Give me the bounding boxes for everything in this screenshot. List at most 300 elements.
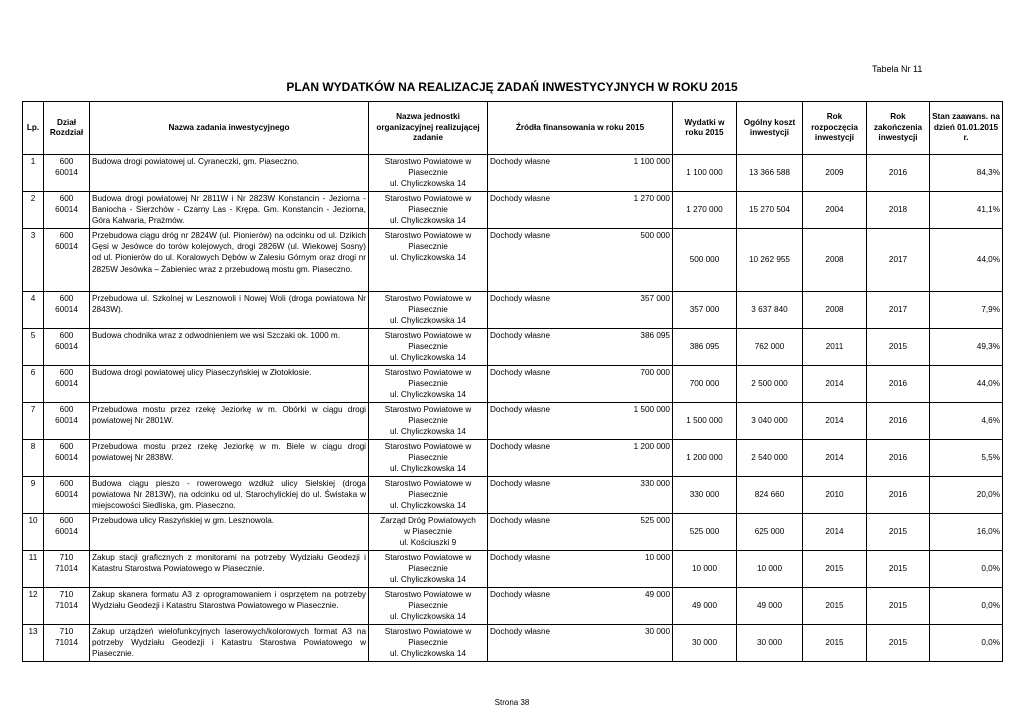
cell-rok-rozpoczecia bbox=[803, 477, 867, 514]
cell-rok-zakonczenia bbox=[867, 229, 930, 292]
unit-line: Piasecznie bbox=[408, 601, 448, 611]
lp-value: 4 bbox=[30, 294, 36, 303]
cell-dzial bbox=[44, 292, 90, 329]
unit-line: Starostwo Powiatowe w bbox=[384, 479, 472, 488]
cell-stan bbox=[930, 292, 1003, 329]
cell-koszt bbox=[737, 292, 803, 329]
lp-value: 1 bbox=[30, 157, 36, 166]
progress-value: 0,0% bbox=[981, 638, 1000, 648]
cell-zrodla bbox=[488, 588, 673, 625]
lp-value: 7 bbox=[30, 405, 36, 414]
cell-nazwa bbox=[90, 329, 369, 366]
progress-value: 44,0% bbox=[976, 255, 1000, 265]
cell-rok-zakonczenia bbox=[867, 329, 930, 366]
start-year-value: 2014 bbox=[825, 453, 844, 463]
rozdzial-value: 60014 bbox=[55, 205, 78, 215]
header-dzial: Dział Rozdział bbox=[44, 102, 90, 155]
funding-source: Dochody własne bbox=[490, 479, 551, 488]
cell-jednostka bbox=[369, 514, 488, 551]
cell-zrodla bbox=[488, 514, 673, 551]
cell-rok-rozpoczecia bbox=[803, 551, 867, 588]
cell-jednostka bbox=[369, 292, 488, 329]
cell-koszt bbox=[737, 625, 803, 662]
total-cost-value: 2 500 000 bbox=[751, 379, 788, 389]
cell-rok-rozpoczecia bbox=[803, 192, 867, 229]
dzial-value: 600 bbox=[59, 479, 74, 488]
lp-value: 11 bbox=[28, 553, 38, 562]
progress-value: 4,6% bbox=[981, 416, 1000, 426]
total-cost-value: 30 000 bbox=[756, 638, 783, 648]
cell-nazwa bbox=[90, 551, 369, 588]
unit-line: ul. Chyliczkowska 14 bbox=[390, 179, 466, 189]
cell-stan bbox=[930, 366, 1003, 403]
cell-rok-zakonczenia bbox=[867, 403, 930, 440]
task-name: Budowa drogi powiatowej ul. Cyraneczki, gm. Piaseczno. bbox=[92, 157, 300, 166]
cell-nazwa bbox=[90, 292, 369, 329]
cell-lp bbox=[23, 366, 44, 403]
funding-amount: 525 000 bbox=[640, 516, 670, 525]
header-rok-rozpoczecia: Rok rozpoczęcia inwestycji bbox=[803, 102, 867, 155]
total-cost-value: 13 366 588 bbox=[749, 168, 790, 178]
cell-koszt bbox=[737, 229, 803, 292]
progress-value: 5,5% bbox=[981, 453, 1000, 463]
start-year-value: 2010 bbox=[825, 490, 844, 500]
cell-zrodla bbox=[488, 440, 673, 477]
table-row bbox=[23, 366, 1003, 403]
dzial-value: 600 bbox=[59, 368, 74, 377]
unit-line: Starostwo Powiatowe w bbox=[384, 194, 472, 203]
total-cost-value: 2 540 000 bbox=[751, 453, 788, 463]
total-cost-value: 3 040 000 bbox=[751, 416, 788, 426]
end-year-value: 2015 bbox=[888, 601, 908, 611]
progress-value: 84,3% bbox=[976, 168, 1000, 178]
progress-value: 0,0% bbox=[981, 601, 1000, 611]
funding-amount: 700 000 bbox=[640, 368, 670, 377]
cell-dzial bbox=[44, 403, 90, 440]
funding-source: Dochody własne bbox=[490, 294, 551, 303]
cell-dzial bbox=[44, 551, 90, 588]
unit-line: Starostwo Powiatowe w bbox=[384, 627, 472, 636]
task-name: Zakup stacji graficznych z monitorami na potrzeby Wydziału Geodezji i Katastru Starostwa Powiatowego w Piasecznie. bbox=[92, 553, 366, 574]
cell-nazwa bbox=[90, 625, 369, 662]
progress-value: 0,0% bbox=[981, 564, 1000, 574]
rozdzial-value: 60014 bbox=[55, 168, 78, 178]
cell-dzial bbox=[44, 625, 90, 662]
cell-lp bbox=[23, 292, 44, 329]
unit-line: Piasecznie bbox=[408, 564, 448, 574]
table-row bbox=[23, 329, 1003, 366]
cell-nazwa bbox=[90, 229, 369, 292]
task-name: Zakup urządzeń wielofunkcyjnych laserowych/kolorowych format A3 na potrzeby Wydziału Geodezji i Katastru Starostwa Powiatowego w Piasecznie. bbox=[92, 627, 366, 659]
funding-source: Dochody własne bbox=[490, 516, 551, 525]
cell-koszt bbox=[737, 366, 803, 403]
cell-dzial bbox=[44, 329, 90, 366]
total-cost-value: 15 270 504 bbox=[749, 205, 790, 215]
funding-source: Dochody własne bbox=[490, 368, 551, 377]
cell-stan bbox=[930, 551, 1003, 588]
cell-lp bbox=[23, 155, 44, 192]
task-name: Budowa drogi powiatowej Nr 2811W i Nr 2823W Konstancin - Jeziorna - Baniocha - Sierzchów - Czarny Las - Krępa. Gm. Konstancin - Jeziorna, Góra Kalwaria, Prażmów. bbox=[92, 194, 366, 226]
cell-koszt bbox=[737, 440, 803, 477]
start-year-value: 2008 bbox=[825, 255, 844, 265]
end-year-value: 2016 bbox=[888, 168, 908, 178]
funding-source: Dochody własne bbox=[490, 627, 551, 636]
cell-wydatki bbox=[673, 625, 737, 662]
cell-rok-zakonczenia bbox=[867, 192, 930, 229]
lp-value: 13 bbox=[28, 627, 38, 636]
cell-jednostka bbox=[369, 366, 488, 403]
cell-zrodla bbox=[488, 155, 673, 192]
unit-line: ul. Chyliczkowska 14 bbox=[390, 464, 466, 474]
unit-line: ul. Chyliczkowska 14 bbox=[390, 575, 466, 585]
page-number: Strona 38 bbox=[494, 698, 530, 707]
dzial-value: 710 bbox=[59, 553, 74, 562]
cell-nazwa bbox=[90, 477, 369, 514]
cell-jednostka bbox=[369, 625, 488, 662]
rozdzial-value: 60014 bbox=[55, 416, 78, 426]
cell-stan bbox=[930, 329, 1003, 366]
dzial-value: 710 bbox=[59, 627, 74, 636]
cell-rok-rozpoczecia bbox=[803, 625, 867, 662]
expenditure-value: 1 100 000 bbox=[686, 168, 723, 178]
dzial-value: 600 bbox=[59, 516, 74, 525]
end-year-value: 2016 bbox=[888, 453, 908, 463]
cell-rok-rozpoczecia bbox=[803, 514, 867, 551]
cell-nazwa bbox=[90, 588, 369, 625]
cell-rok-zakonczenia bbox=[867, 292, 930, 329]
lp-value: 5 bbox=[30, 331, 36, 340]
cell-koszt bbox=[737, 588, 803, 625]
funding-amount: 330 000 bbox=[640, 479, 670, 488]
unit-line: ul. Chyliczkowska 14 bbox=[390, 316, 466, 326]
end-year-value: 2017 bbox=[888, 305, 908, 315]
unit-line: Starostwo Powiatowe w bbox=[384, 157, 472, 166]
cell-jednostka bbox=[369, 192, 488, 229]
header-zrodla: Źródła finansowania w roku 2015 bbox=[488, 102, 673, 155]
expenditure-value: 1 270 000 bbox=[686, 205, 723, 215]
cell-nazwa bbox=[90, 366, 369, 403]
cell-koszt bbox=[737, 403, 803, 440]
funding-source: Dochody własne bbox=[490, 194, 551, 203]
cell-zrodla bbox=[488, 551, 673, 588]
total-cost-value: 49 000 bbox=[756, 601, 783, 611]
cell-stan bbox=[930, 440, 1003, 477]
unit-line: Zarząd Dróg Powiatowych bbox=[380, 516, 476, 525]
cell-wydatki bbox=[673, 229, 737, 292]
unit-line: w Piasecznie bbox=[404, 527, 452, 537]
unit-line: Piasecznie bbox=[408, 305, 448, 315]
expenditure-value: 10 000 bbox=[691, 564, 718, 574]
end-year-value: 2018 bbox=[888, 205, 908, 215]
table-row bbox=[23, 155, 1003, 192]
funding-amount: 1 500 000 bbox=[633, 405, 670, 414]
table-row bbox=[23, 477, 1003, 514]
cell-lp bbox=[23, 514, 44, 551]
cell-rok-rozpoczecia bbox=[803, 155, 867, 192]
start-year-value: 2009 bbox=[825, 168, 844, 178]
unit-line: Piasecznie bbox=[408, 205, 448, 215]
end-year-value: 2016 bbox=[888, 379, 908, 389]
cell-rok-zakonczenia bbox=[867, 155, 930, 192]
cell-lp bbox=[23, 329, 44, 366]
rozdzial-value: 60014 bbox=[55, 453, 78, 463]
lp-value: 2 bbox=[30, 194, 36, 203]
cell-wydatki bbox=[673, 155, 737, 192]
start-year-value: 2004 bbox=[825, 205, 844, 215]
cell-zrodla bbox=[488, 625, 673, 662]
end-year-value: 2017 bbox=[888, 255, 908, 265]
cell-jednostka bbox=[369, 588, 488, 625]
unit-line: Piasecznie bbox=[408, 242, 448, 252]
start-year-value: 2015 bbox=[825, 638, 844, 648]
cell-wydatki bbox=[673, 329, 737, 366]
unit-line: Starostwo Powiatowe w bbox=[384, 442, 472, 451]
cell-rok-rozpoczecia bbox=[803, 588, 867, 625]
end-year-value: 2016 bbox=[888, 490, 908, 500]
cell-lp bbox=[23, 229, 44, 292]
cell-koszt bbox=[737, 192, 803, 229]
funding-source: Dochody własne bbox=[490, 553, 551, 562]
dzial-value: 600 bbox=[59, 294, 74, 303]
funding-amount: 1 200 000 bbox=[633, 442, 670, 451]
table-row bbox=[23, 440, 1003, 477]
unit-line: ul. Chyliczkowska 14 bbox=[390, 253, 466, 263]
header-wydatki: Wydatki w roku 2015 bbox=[673, 102, 737, 155]
dzial-value: 600 bbox=[59, 405, 74, 414]
unit-line: Piasecznie bbox=[408, 379, 448, 389]
task-name: Przebudowa ciągu dróg nr 2824W (ul. Pionierów) na odcinku od ul. Dzikich Gęsi w Jesówce do torów kolejowych, drogi 2826W (ul. Wiekowej Sosny) od ul. Pionierów do ul. Koralowych Dębów w Zalesiu Górnym oraz drogi nr 2825W Jesówka – Żabieniec wraz z przebudową mostu gm. Piaseczno. bbox=[92, 231, 366, 274]
unit-line: ul. Chyliczkowska 14 bbox=[390, 390, 466, 400]
unit-line: ul. Chyliczkowska 14 bbox=[390, 216, 466, 226]
funding-amount: 1 270 000 bbox=[633, 194, 670, 203]
cell-koszt bbox=[737, 477, 803, 514]
rozdzial-value: 71014 bbox=[55, 564, 78, 574]
unit-line: Piasecznie bbox=[408, 638, 448, 648]
cell-rok-rozpoczecia bbox=[803, 292, 867, 329]
rozdzial-value: 60014 bbox=[55, 490, 78, 500]
unit-line: Starostwo Powiatowe w bbox=[384, 368, 472, 377]
total-cost-value: 762 000 bbox=[754, 342, 785, 352]
cell-wydatki bbox=[673, 366, 737, 403]
lp-value: 3 bbox=[30, 231, 36, 240]
unit-line: Starostwo Powiatowe w bbox=[384, 590, 472, 599]
table-row bbox=[23, 551, 1003, 588]
task-name: Przebudowa ul. Szkolnej w Lesznowoli i Nowej Woli (droga powiatowa Nr 2843W). bbox=[92, 294, 366, 315]
cell-jednostka bbox=[369, 155, 488, 192]
cell-lp bbox=[23, 440, 44, 477]
cell-dzial bbox=[44, 229, 90, 292]
progress-value: 49,3% bbox=[976, 342, 1000, 352]
funding-amount: 500 000 bbox=[640, 231, 670, 240]
unit-line: Starostwo Powiatowe w bbox=[384, 231, 472, 240]
funding-amount: 357 000 bbox=[640, 294, 670, 303]
start-year-value: 2014 bbox=[825, 416, 844, 426]
total-cost-value: 824 660 bbox=[754, 490, 785, 500]
cell-jednostka bbox=[369, 551, 488, 588]
cell-stan bbox=[930, 625, 1003, 662]
cell-lp bbox=[23, 477, 44, 514]
rozdzial-value: 71014 bbox=[55, 638, 78, 648]
cell-wydatki bbox=[673, 192, 737, 229]
start-year-value: 2015 bbox=[825, 564, 844, 574]
cell-dzial bbox=[44, 440, 90, 477]
cell-stan bbox=[930, 192, 1003, 229]
dzial-value: 600 bbox=[59, 231, 74, 240]
dzial-value: 600 bbox=[59, 331, 74, 340]
cell-wydatki bbox=[673, 440, 737, 477]
funding-source: Dochody własne bbox=[490, 331, 551, 340]
cell-wydatki bbox=[673, 514, 737, 551]
cell-stan bbox=[930, 477, 1003, 514]
header-nazwa: Nazwa zadania inwestycyjnego bbox=[90, 102, 369, 155]
cell-koszt bbox=[737, 551, 803, 588]
cell-stan bbox=[930, 229, 1003, 292]
expenditure-value: 30 000 bbox=[691, 638, 718, 648]
task-name: Budowa drogi powiatowej ulicy Piaseczyńskiej w Złotokłosie. bbox=[92, 368, 312, 377]
cell-rok-zakonczenia bbox=[867, 477, 930, 514]
unit-line: Piasecznie bbox=[408, 416, 448, 426]
cell-wydatki bbox=[673, 588, 737, 625]
unit-line: Starostwo Powiatowe w bbox=[384, 553, 472, 562]
expenditure-value: 330 000 bbox=[689, 490, 720, 500]
table-row bbox=[23, 625, 1003, 662]
page-title: PLAN WYDATKÓW NA REALIZACJĘ ZADAŃ INWESTYCYJNYCH W ROKU 2015 bbox=[286, 80, 738, 94]
cell-nazwa bbox=[90, 403, 369, 440]
end-year-value: 2015 bbox=[888, 527, 908, 537]
task-name: Budowa ciągu pieszo - rowerowego wzdłuż ulicy Sielskiej (droga powiatowa Nr 2813W), na odcinku od ul. Starochylickiej do ul. Świstaka w miejscowości Siedliska, gm. Piaseczno. bbox=[92, 479, 366, 511]
cell-jednostka bbox=[369, 440, 488, 477]
cell-zrodla bbox=[488, 192, 673, 229]
cell-jednostka bbox=[369, 403, 488, 440]
rozdzial-value: 60014 bbox=[55, 305, 78, 315]
cell-stan bbox=[930, 155, 1003, 192]
cell-zrodla bbox=[488, 403, 673, 440]
cell-dzial bbox=[44, 155, 90, 192]
table-number: Tabela Nr 11 bbox=[872, 64, 923, 74]
lp-value: 10 bbox=[28, 516, 38, 525]
cell-stan bbox=[930, 588, 1003, 625]
cell-zrodla bbox=[488, 366, 673, 403]
funding-amount: 30 000 bbox=[644, 627, 670, 636]
cell-nazwa bbox=[90, 440, 369, 477]
rozdzial-value: 60014 bbox=[55, 527, 78, 537]
unit-line: Piasecznie bbox=[408, 342, 448, 352]
funding-amount: 10 000 bbox=[644, 553, 670, 562]
cell-koszt bbox=[737, 155, 803, 192]
lp-value: 9 bbox=[30, 479, 36, 488]
cell-lp bbox=[23, 625, 44, 662]
unit-line: Piasecznie bbox=[408, 490, 448, 500]
cell-zrodla bbox=[488, 329, 673, 366]
rozdzial-value: 71014 bbox=[55, 601, 78, 611]
expenditure-value: 357 000 bbox=[689, 305, 720, 315]
cell-rok-rozpoczecia bbox=[803, 329, 867, 366]
unit-line: Starostwo Powiatowe w bbox=[384, 331, 472, 340]
cell-rok-rozpoczecia bbox=[803, 440, 867, 477]
funding-amount: 1 100 000 bbox=[633, 157, 670, 166]
end-year-value: 2015 bbox=[888, 342, 908, 352]
expenditure-value: 500 000 bbox=[689, 255, 720, 265]
task-name: Budowa chodnika wraz z odwodnieniem we wsi Szczaki ok. 1000 m. bbox=[92, 331, 341, 340]
end-year-value: 2016 bbox=[888, 416, 908, 426]
cell-zrodla bbox=[488, 292, 673, 329]
cell-jednostka bbox=[369, 329, 488, 366]
table-row bbox=[23, 192, 1003, 229]
dzial-value: 600 bbox=[59, 194, 74, 203]
cell-rok-zakonczenia bbox=[867, 588, 930, 625]
cell-dzial bbox=[44, 514, 90, 551]
rozdzial-value: 60014 bbox=[55, 242, 78, 252]
cell-lp bbox=[23, 588, 44, 625]
cell-dzial bbox=[44, 192, 90, 229]
funding-source: Dochody własne bbox=[490, 590, 551, 599]
expenditure-value: 386 095 bbox=[689, 342, 720, 352]
rozdzial-value: 60014 bbox=[55, 379, 78, 389]
header-stan: Stan zaawans. na dzień 01.01.2015 r. bbox=[930, 102, 1003, 155]
cell-jednostka bbox=[369, 477, 488, 514]
header-koszt: Ogólny koszt inwestycji bbox=[737, 102, 803, 155]
cell-dzial bbox=[44, 366, 90, 403]
dzial-value: 600 bbox=[59, 442, 74, 451]
progress-value: 7,9% bbox=[981, 305, 1000, 315]
end-year-value: 2015 bbox=[888, 638, 908, 648]
cell-rok-rozpoczecia bbox=[803, 229, 867, 292]
header-lp: Lp. bbox=[23, 102, 44, 155]
cell-lp bbox=[23, 403, 44, 440]
cell-nazwa bbox=[90, 514, 369, 551]
expenditure-value: 1 500 000 bbox=[686, 416, 723, 426]
investment-table bbox=[22, 101, 1003, 662]
total-cost-value: 10 262 955 bbox=[749, 255, 790, 265]
lp-value: 8 bbox=[30, 442, 36, 451]
progress-value: 44,0% bbox=[976, 379, 1000, 389]
cell-koszt bbox=[737, 329, 803, 366]
table-row bbox=[23, 403, 1003, 440]
funding-source: Dochody własne bbox=[490, 157, 551, 166]
progress-value: 41,1% bbox=[976, 205, 1000, 215]
funding-source: Dochody własne bbox=[490, 405, 551, 414]
cell-rok-rozpoczecia bbox=[803, 366, 867, 403]
cell-stan bbox=[930, 403, 1003, 440]
dzial-value: 600 bbox=[59, 157, 74, 166]
cell-wydatki bbox=[673, 551, 737, 588]
total-cost-value: 10 000 bbox=[756, 564, 783, 574]
table-row bbox=[23, 229, 1003, 292]
total-cost-value: 625 000 bbox=[754, 527, 785, 537]
unit-line: ul. Chyliczkowska 14 bbox=[390, 649, 466, 659]
end-year-value: 2015 bbox=[888, 564, 908, 574]
unit-line: ul. Chyliczkowska 14 bbox=[390, 501, 466, 511]
cell-wydatki bbox=[673, 292, 737, 329]
start-year-value: 2011 bbox=[825, 342, 844, 352]
cell-koszt bbox=[737, 514, 803, 551]
expenditure-value: 49 000 bbox=[691, 601, 718, 611]
table-row bbox=[23, 588, 1003, 625]
start-year-value: 2014 bbox=[825, 379, 844, 389]
unit-line: ul. Chyliczkowska 14 bbox=[390, 612, 466, 622]
total-cost-value: 3 637 840 bbox=[751, 305, 788, 315]
rozdzial-value: 60014 bbox=[55, 342, 78, 352]
funding-amount: 386 095 bbox=[640, 331, 670, 340]
cell-rok-zakonczenia bbox=[867, 514, 930, 551]
cell-rok-rozpoczecia bbox=[803, 403, 867, 440]
funding-source: Dochody własne bbox=[490, 442, 551, 451]
cell-jednostka bbox=[369, 229, 488, 292]
header-rok-zakonczenia: Rok zakończenia inwestycji bbox=[867, 102, 930, 155]
cell-lp bbox=[23, 192, 44, 229]
cell-nazwa bbox=[90, 192, 369, 229]
funding-source: Dochody własne bbox=[490, 231, 551, 240]
